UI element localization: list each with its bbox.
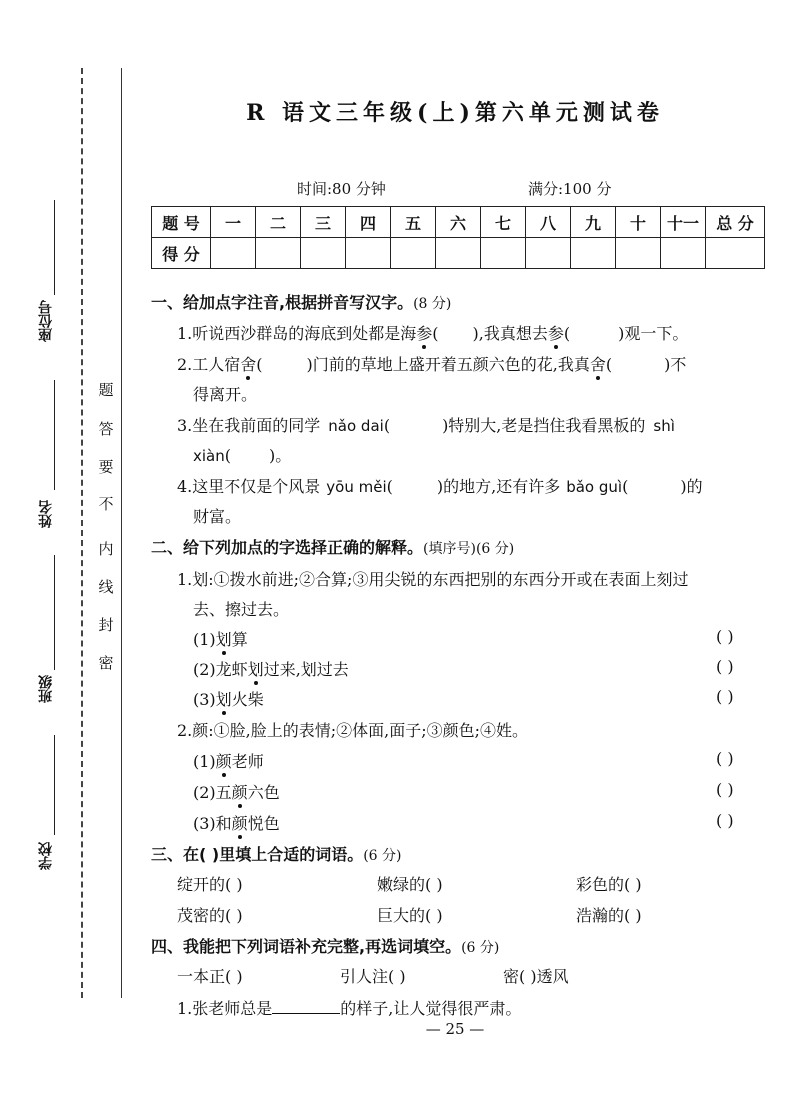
score-cell: 得 分	[152, 238, 211, 269]
s4-word[interactable]: 一本正( )	[177, 967, 243, 986]
s4-word[interactable]: 密( )透风	[503, 967, 569, 986]
seal-char: 不	[98, 495, 114, 513]
dotted-char: 舍	[240, 352, 256, 375]
s1-question-1: 1.听说西沙群岛的海底到处都是海参( ),我真想去参( )观一下。	[177, 321, 688, 344]
time-limit: 时间:80 分钟	[297, 180, 386, 198]
answer-blank[interactable]: (	[256, 355, 263, 374]
score-input-cell[interactable]	[436, 238, 481, 269]
s2-q2-item: (1)颜老师	[193, 749, 264, 772]
answer-blank[interactable]: (	[605, 355, 613, 374]
score-cell: 十一	[661, 207, 706, 238]
score-cell: 八	[526, 207, 571, 238]
s2-q1-item: (2)龙虾划过来,划过去	[193, 657, 349, 680]
s4-word[interactable]: 引人注( )	[340, 967, 406, 986]
score-cell: 六	[436, 207, 481, 238]
s2-q1-definition-cont: 去、擦过去。	[193, 600, 290, 619]
score-table-score-row	[152, 238, 765, 269]
answer-paren[interactable]: ( )	[716, 749, 734, 768]
score-input-cell[interactable]	[571, 238, 616, 269]
seal-char: 线	[98, 578, 114, 596]
class-field[interactable]	[54, 555, 55, 670]
s3-item[interactable]: 嫩绿的( )	[377, 875, 443, 894]
score-input-cell[interactable]	[256, 238, 301, 269]
section-2-title: 二、给下列加点的字选择正确的解释。(填序号)(6 分)	[151, 538, 515, 557]
s1-question-2: 2.工人宿舍( )门前的草地上盛开着五颜六色的花,我真舍( )不	[177, 352, 686, 375]
pinyin: yōu měi	[326, 478, 387, 496]
score-cell: 九	[571, 207, 616, 238]
score-input-cell[interactable]	[346, 238, 391, 269]
score-input-cell[interactable]	[661, 238, 706, 269]
dotted-char: 划	[216, 687, 232, 710]
score-input-cell[interactable]	[526, 238, 571, 269]
dotted-char: 参	[416, 321, 432, 344]
s3-item[interactable]: 浩瀚的( )	[576, 906, 642, 925]
score-cell: 四	[346, 207, 391, 238]
score-input-cell[interactable]	[391, 238, 436, 269]
answer-paren[interactable]: ( )	[716, 627, 734, 646]
score-cell: 七	[481, 207, 526, 238]
score-cell: 十	[616, 207, 661, 238]
fold-dashed-line	[81, 68, 83, 998]
dotted-char: 划	[248, 657, 264, 680]
s3-item[interactable]: 茂密的( )	[177, 906, 243, 925]
score-input-cell[interactable]	[706, 238, 765, 269]
s2-q1-item: (3)划火柴	[193, 687, 264, 710]
section-3-title: 三、在( )里填上合适的词语。(6 分)	[151, 845, 402, 864]
s1-question-4: 4.这里不仅是个风景 yōu měi( )的地方,还有许多 bǎo guì( )的	[177, 477, 703, 496]
score-cell: 总 分	[706, 207, 765, 238]
answer-paren[interactable]: ( )	[716, 687, 734, 706]
answer-blank[interactable]: (	[224, 446, 231, 465]
full-score: 满分:100 分	[528, 180, 612, 198]
seat-number-label: 座位号	[38, 300, 54, 342]
seal-char: 要	[98, 458, 114, 476]
binding-solid-line	[121, 68, 122, 998]
dotted-char: 参	[548, 321, 564, 344]
seal-char: 密	[98, 654, 114, 672]
answer-blank[interactable]: ( )观一下。	[563, 324, 689, 343]
name-field[interactable]	[54, 380, 55, 490]
pinyin: xiàn	[193, 447, 225, 465]
fill-blank[interactable]	[272, 999, 340, 1014]
dotted-char: 舍	[590, 352, 606, 375]
score-table-header-row	[152, 207, 765, 238]
name-label: 姓名	[38, 500, 54, 528]
score-input-cell[interactable]	[211, 238, 256, 269]
dotted-char: 颜	[232, 811, 248, 834]
pinyin: shì	[653, 417, 675, 435]
answer-blank[interactable]: (	[622, 477, 629, 496]
class-label: 班级	[38, 675, 54, 703]
section-1-title: 一、给加点字注音,根据拼音写汉字。(8 分)	[151, 293, 452, 312]
answer-blank[interactable]: ( ),我真想去	[432, 324, 548, 343]
score-input-cell[interactable]	[301, 238, 346, 269]
seal-char: 答	[98, 420, 114, 438]
answer-paren[interactable]: ( )	[716, 657, 734, 676]
school-field[interactable]	[54, 735, 55, 835]
score-cell: 题 号	[152, 207, 211, 238]
seal-char: 题	[98, 381, 114, 399]
dotted-char: 颜	[232, 780, 248, 803]
s1-question-2-cont: 得离开。	[193, 385, 258, 404]
answer-blank[interactable]: (	[383, 416, 391, 435]
seal-char: 封	[98, 616, 114, 634]
score-input-cell[interactable]	[616, 238, 661, 269]
score-cell: 三	[301, 207, 346, 238]
page-number: — 25 —	[425, 1020, 485, 1038]
answer-paren[interactable]: ( )	[716, 811, 734, 830]
s3-item[interactable]: 彩色的( )	[576, 875, 642, 894]
score-table	[151, 206, 765, 269]
section-4-title: 四、我能把下列词语补充完整,再选词填空。(6 分)	[151, 937, 500, 956]
s2-q2-definition: 2.颜:①脸,脸上的表情;②体面,面子;③颜色;④姓。	[177, 721, 529, 740]
seat-number-field[interactable]	[54, 200, 55, 295]
pinyin: nǎo dai	[328, 417, 384, 435]
dotted-char: 颜	[216, 749, 232, 772]
page-title: R 语文三年级(上)第六单元测试卷	[246, 100, 664, 126]
s1-question-3: 3.坐在我前面的同学 nǎo dai( )特别大,老是挡住我看黑板的 shì	[177, 416, 675, 435]
answer-blank[interactable]: (	[386, 477, 393, 496]
s4-question-1: 1.张老师总是 的样子,让人觉得很严肃。	[177, 999, 522, 1018]
seal-char: 内	[98, 540, 114, 558]
score-cell: 一	[211, 207, 256, 238]
score-cell: 二	[256, 207, 301, 238]
s3-item[interactable]: 巨大的( )	[377, 906, 443, 925]
score-input-cell[interactable]	[481, 238, 526, 269]
s2-q2-item: (3)和颜悦色	[193, 811, 280, 834]
s1-question-3-cont: xiàn( )。	[193, 446, 292, 465]
s1-question-4-cont: 财富。	[193, 507, 242, 526]
s3-item[interactable]: 绽开的( )	[177, 875, 243, 894]
school-label: 学校	[38, 842, 54, 870]
answer-paren[interactable]: ( )	[716, 780, 734, 799]
s2-q1-definition: 1.划:①拨水前进;②合算;③用尖锐的东西把别的东西分开或在表面上刻过	[177, 570, 689, 589]
score-cell: 五	[391, 207, 436, 238]
dotted-char: 划	[216, 627, 232, 650]
s2-q2-item: (2)五颜六色	[193, 780, 280, 803]
pinyin: bǎo guì	[566, 478, 623, 496]
s2-q1-item: (1)划算	[193, 627, 248, 650]
